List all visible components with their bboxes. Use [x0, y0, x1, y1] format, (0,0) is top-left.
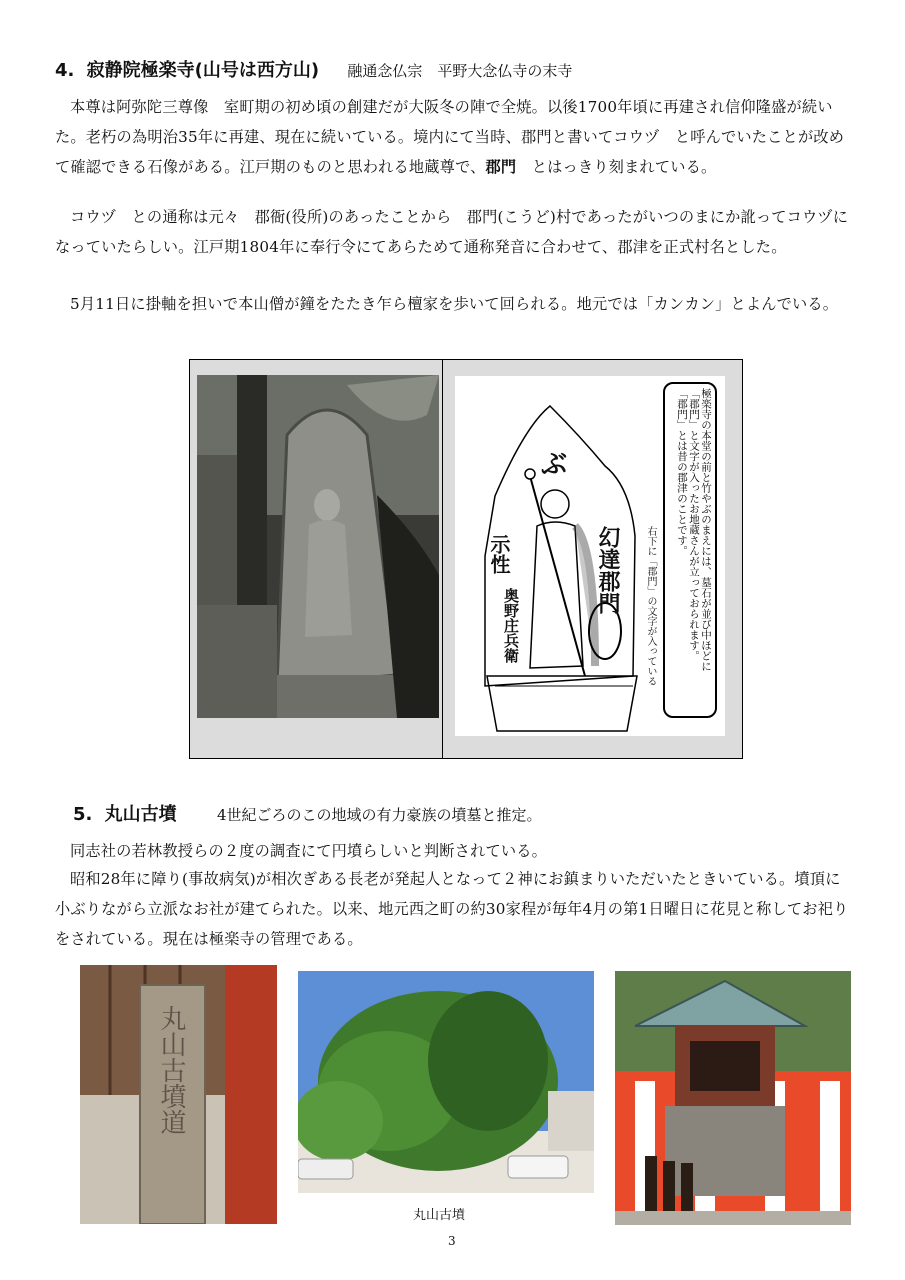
- section-4-title: 寂静院極楽寺(山号は西方山): [86, 60, 320, 81]
- maruyama-kofun-photo: [298, 971, 594, 1193]
- sketch-note-text: 極楽寺の本堂の前と竹やぶのまえには、墓石が並び中ほどに 「郡門」と文字が入ったお地蔵さんが立っておられます。 「郡門」とは昔の郡津のことです。: [676, 388, 712, 672]
- sketch-char-top: ぶ: [541, 450, 568, 480]
- section-5-paragraph-2: 昭和28年に障り(事故病気)が相次ぎある長老が発起人となって２神にお鎮まりいただいたときいている。墳頂に小ぶりながら立派なお社が建てられた。以来、地元西之町の約30家程が毎年4月の第1日曜日に花見と称してお祀りをされている。現在は極楽寺の管理である。: [55, 870, 849, 948]
- bold-gunmon-text: 郡門: [485, 158, 517, 176]
- section-5-subtitle: 4世紀ごろのこの地域の有力豪族の墳墓と推定。: [216, 806, 542, 824]
- sketch-chars-left: 示性: [487, 534, 511, 574]
- sketch-chars-left-2: 奥野庄兵衛: [502, 588, 520, 663]
- section-4-paragraph-2: コウヅ との通称は元々 郡衙(役所)のあったことから 郡門(こうど)村であったがいつのまにか訛ってコウヅになっていたらしい。江戸期1804年に奉行令にてあらためて通称発音に合わせて、郡津を正式村名とした。: [55, 208, 849, 256]
- sketch-note-box: [663, 382, 717, 718]
- kofun-photo-caption: 丸山古墳: [413, 1208, 466, 1223]
- section-5-paragraph-1: 同志社の若林教授らの２度の調査にて円墳らしいと判断されている。: [70, 842, 548, 860]
- page-number: 3: [448, 1234, 456, 1248]
- sketch-bottom-note: 右下に「郡門」の文字が入っている: [645, 526, 656, 686]
- section-5-number: 5.: [73, 804, 93, 825]
- section-4-paragraph-1: [55, 92, 850, 182]
- section-4-heading: [55, 56, 572, 82]
- section-5-title: 丸山古墳: [104, 804, 177, 825]
- stone-marker-photo: [80, 965, 277, 1224]
- sketch-chars-right: 幻達郡門: [595, 526, 620, 614]
- stone-marker-text: 丸山古墳道: [156, 1005, 186, 1135]
- figure-divider: [442, 360, 443, 758]
- shrine-photo: [615, 971, 851, 1225]
- paragraph-text: 本尊は阿弥陀三尊像 室町期の初め頃の創建だが大阪冬の陣で全焼。以後1700年頃に再建され信仰隆盛が続いた。老朽の為明治35年に再建、現在に続いている。境内にて当時、郡門と書いてコウヅ と呼んでいたことが改めて確認できる石像がある。江戸期のものと思われる地蔵尊で、: [55, 98, 845, 176]
- jizo-sketch-drawing: [455, 376, 725, 736]
- section-4-subtitle: 融通念仏宗 平野大念仏寺の末寺: [347, 62, 573, 80]
- jizo-statue-photo: [197, 375, 439, 718]
- paragraph-text: とはっきり刻まれている。: [516, 158, 717, 176]
- section-4-number: 4.: [55, 60, 75, 81]
- section-4-paragraph-3: 5月11日に掛軸を担いで本山僧が鐘をたたき乍ら檀家を歩いて回られる。地元では「カンカン」とよんでいる。: [70, 295, 839, 313]
- section-5-heading: [55, 800, 541, 826]
